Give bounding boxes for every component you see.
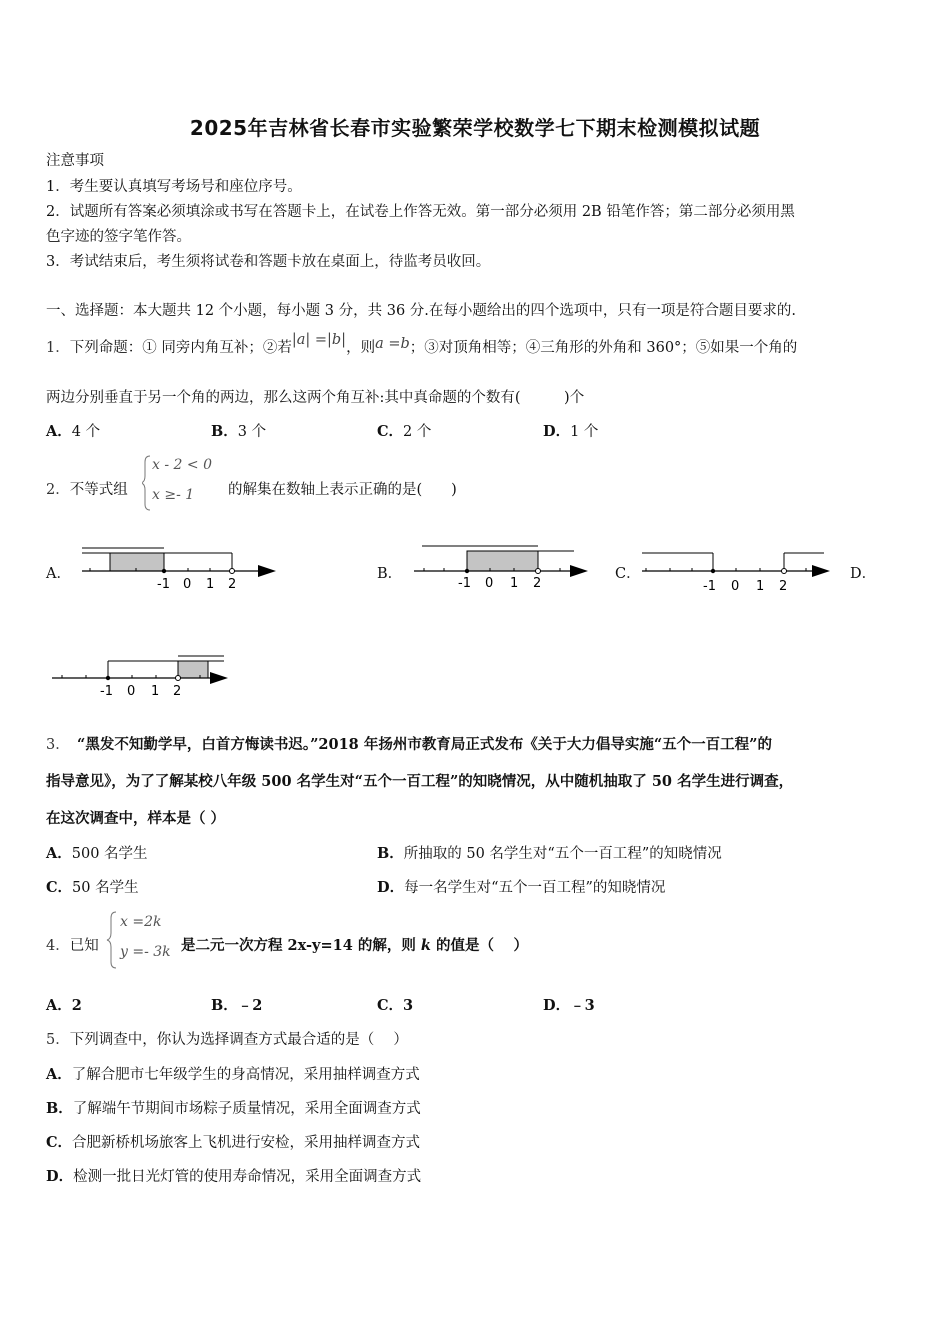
q1-math-eq: a =b bbox=[375, 336, 410, 352]
question-number: 5． bbox=[46, 1032, 70, 1048]
q3-option-b: B．所抽取的 50 名学生对“五个一百工程”的知晓情况 bbox=[377, 845, 722, 862]
q4-equation-2: y =- 3k bbox=[120, 944, 171, 960]
svg-text:0: 0 bbox=[485, 576, 494, 591]
q1-option-a: A．4 个 bbox=[46, 423, 101, 440]
svg-text:0: 0 bbox=[127, 684, 136, 699]
q2-option-a-label: A． bbox=[46, 566, 71, 582]
q2-option-c-numberline bbox=[640, 540, 840, 592]
q5-option-c: C．合肥新桥机场旅客上飞机进行安检，采用抽样调查方式 bbox=[46, 1134, 421, 1151]
q5-option-b: B．了解端午节期间市场粽子质量情况，采用全面调查方式 bbox=[46, 1100, 421, 1117]
q2-option-d-numberline bbox=[50, 650, 240, 702]
notice-item: 2．试题所有答案必须填涂或书写在答题卡上，在试卷上作答无效。第一部分必须用 2B 铅笔作答；第二部分必须用黑 bbox=[46, 204, 795, 220]
q4-equation-1: x =2k bbox=[120, 914, 162, 930]
q2-option-c-label: C． bbox=[615, 566, 641, 582]
svg-text:2: 2 bbox=[228, 577, 237, 592]
q2-option-b-numberline bbox=[412, 540, 592, 592]
page-title: 2025年吉林省长春市实验繁荣学校数学七下期末检测模拟试题 bbox=[189, 116, 761, 140]
notice-heading: 注意事项 bbox=[46, 153, 104, 169]
q5-option-a: A．了解合肥市七年级学生的身高情况，采用抽样调查方式 bbox=[46, 1066, 420, 1083]
notice-item: 色字迹的签字笔作答。 bbox=[46, 229, 191, 245]
q1-text-part3: ；③对顶角相等；④三角形的外角和 360°；⑤如果一个角的 bbox=[409, 340, 798, 356]
question-3-line1: 3． “黑发不知勤学早，白首方悔读书迟。”2018 年扬州市教育局正式发布《关于大力倡导实施“五个一百工程”的 bbox=[46, 736, 772, 753]
question-number: 1． bbox=[46, 340, 70, 356]
question-5-stem: 5．下列调查中，你认为选择调查方式最合适的是（ ） bbox=[46, 1032, 408, 1048]
svg-text:1: 1 bbox=[756, 579, 765, 592]
q2-suffix: 的解集在数轴上表示正确的是( ) bbox=[228, 482, 457, 498]
question-1-stem bbox=[46, 332, 798, 358]
svg-text:2: 2 bbox=[173, 684, 182, 699]
q2-option-d-label: D． bbox=[850, 566, 877, 582]
question-3-line2: 指导意见》，为了了解某校八年级 500 名学生对“五个一百工程”的知晓情况，从中随机抽取了 50 名学生进行调查， bbox=[46, 773, 794, 790]
q1-text-part2: ，则 bbox=[346, 340, 376, 356]
question-3-line3: 在这次调查中，样本是（ ） bbox=[46, 810, 226, 827]
question-4-stem: 4．已知 bbox=[46, 938, 99, 954]
q3-option-d: D．每一名学生对“五个一百工程”的知晓情况 bbox=[377, 879, 666, 896]
section-heading: 一、选择题：本大题共 12 个小题，每小题 3 分，共 36 分.在每小题给出的四个选项中，只有一项是符合题目要求的. bbox=[46, 303, 796, 319]
q4-option-c: C．3 bbox=[377, 997, 414, 1014]
q4-suffix: 是二元一次方程 2x-y=14 的解，则 k 的值是（ ） bbox=[181, 937, 529, 954]
question-2-stem bbox=[46, 480, 128, 500]
q2-option-b-label: B． bbox=[377, 566, 403, 582]
svg-text:0: 0 bbox=[183, 577, 192, 592]
svg-text:0: 0 bbox=[731, 579, 740, 592]
q4-option-b: B．﹣2 bbox=[211, 997, 263, 1014]
q1-math-abs: |a| =|b| bbox=[291, 332, 347, 348]
q3-option-a: A．500 名学生 bbox=[46, 845, 148, 862]
question-number: 2． bbox=[46, 482, 70, 498]
q1-text-part1: 下列命题：① 同旁内角互补；②若 bbox=[69, 340, 292, 356]
q2-inequality-1: x - 2 < 0 bbox=[152, 457, 212, 473]
svg-text:-1: -1 bbox=[703, 579, 716, 592]
q5-option-d: D．检测一批日光灯管的使用寿命情况，采用全面调查方式 bbox=[46, 1168, 422, 1185]
svg-text:1: 1 bbox=[206, 577, 215, 592]
notice-item: 1．考生要认真填写考场号和座位序号。 bbox=[46, 179, 302, 195]
q1-option-c: C．2 个 bbox=[377, 423, 432, 440]
q1-option-d: D．1 个 bbox=[543, 423, 599, 440]
svg-text:1: 1 bbox=[510, 576, 519, 591]
q2-prefix: 不等式组 bbox=[69, 482, 128, 498]
q3-option-c: C．50 名学生 bbox=[46, 879, 139, 896]
q1-option-b: B．3 个 bbox=[211, 423, 267, 440]
svg-text:2: 2 bbox=[779, 579, 788, 592]
q4-option-d: D．﹣3 bbox=[543, 997, 595, 1014]
q2-option-a-numberline bbox=[80, 540, 280, 592]
svg-text:2: 2 bbox=[533, 576, 542, 591]
svg-text:1: 1 bbox=[151, 684, 160, 699]
question-1-line2: 两边分别垂直于另一个角的两边，那么这两个角互补:其中真命题的个数有( )个 bbox=[46, 390, 585, 406]
svg-text:-1: -1 bbox=[157, 577, 170, 592]
svg-text:-1: -1 bbox=[458, 576, 471, 591]
notice-item: 3．考试结束后，考生须将试卷和答题卡放在桌面上，待监考员收回。 bbox=[46, 254, 491, 270]
q4-option-a: A．2 bbox=[46, 997, 82, 1014]
q2-inequality-2: x ≥- 1 bbox=[152, 487, 195, 503]
svg-text:-1: -1 bbox=[100, 684, 113, 699]
question-number: 4． bbox=[46, 938, 70, 954]
question-number: 3． bbox=[46, 737, 63, 753]
